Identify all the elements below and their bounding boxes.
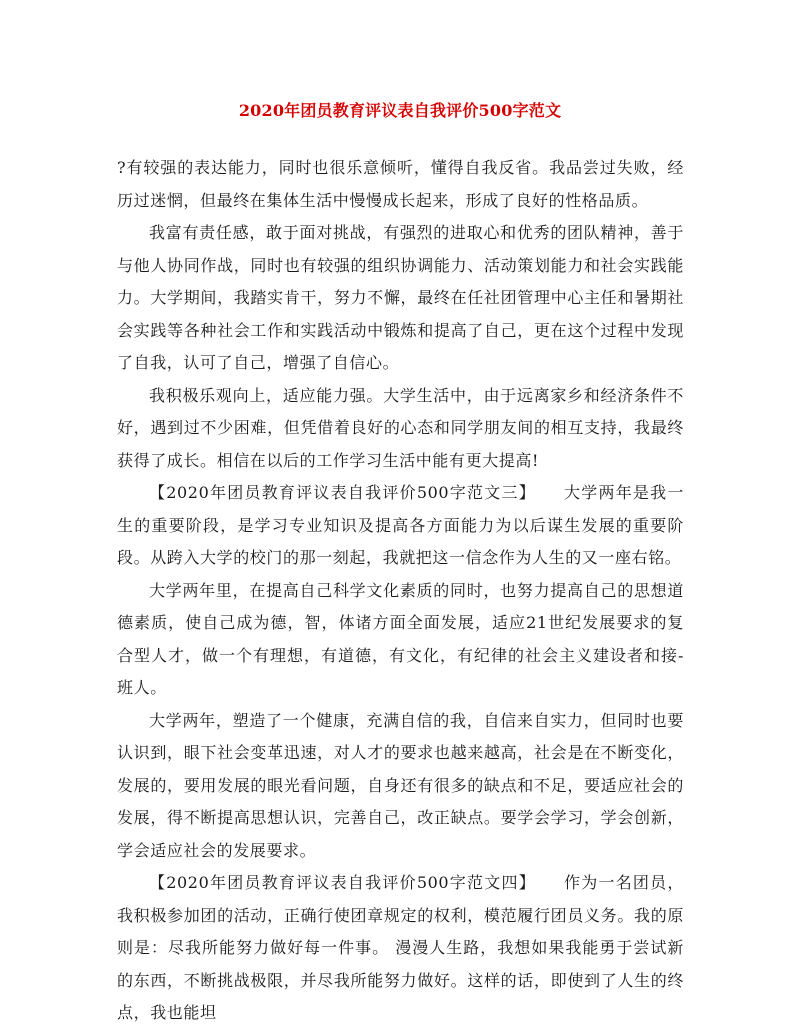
section-3-heading: 【2020年团员教育评议表自我评价500字范文三】	[149, 483, 536, 502]
section-4-text: 作为一名团员，我积极参加团的活动，正确行使团章规定的权利，模范履行团员义务。我的原则是：尽我所能努力做好每一件事。 漫漫人生路，我想如果我能勇于尝试新的东西，不断挑战极限，并尽我所能努力做好。这样的话，即使到了人生的终点，我也能坦	[117, 873, 684, 1022]
section-3-paragraph	[117, 477, 684, 575]
paragraph-2: 我富有责任感，敢于面对挑战，有强烈的进取心和优秀的团队精神，善于与他人协同作战，同时也有较强的组织协调能力、活动策划能力和社会实践能力。大学期间，我踏实肯干，努力不懈，最终在任社团管理中心主任和暑期社会实践等各种社会工作和实践活动中锻炼和提高了自己，更在这个过程中发现了自我，认可了自己，增强了自信心。	[117, 223, 684, 372]
document-body	[117, 152, 684, 1030]
section-4-paragraph	[117, 867, 684, 1030]
section-4-heading: 【2020年团员教育评议表自我评价500字范文四】	[149, 873, 536, 892]
paragraph-5: 大学两年，塑造了一个健康，充满自信的我，自信来自实力，但同时也要认识到，眼下社会变革迅速，对人才的要求也越来越高，社会是在不断变化，发展的，要用发展的眼光看问题，自身还有很多的缺点和不足，要适应社会的发展，得不断提高思想认识，完善自己，改正缺点。要学会学习，学会创新，学会适应社会的发展要求。	[117, 710, 684, 860]
paragraph-4: 大学两年里，在提高自己科学文化素质的同时，也努力提高自己的思想道德素质，使自己成为德，智，体诸方面全面发展，适应21世纪发展要求的复合型人才，做一个有理想，有道德，有文化，有纪律的社会主义建设者和接-班人。	[117, 580, 684, 697]
section-3-text: 大学两年是我一生的重要阶段，是学习专业知识及提高各方面能力为以后谋生发展的重要阶段。从跨入大学的校门的那一刻起，我就把这一信念作为人生的又一座右铭。	[117, 483, 684, 567]
paragraph-1: ?有较强的表达能力，同时也很乐意倾听，懂得自我反省。我品尝过失败，经历过迷惘，但最终在集体生活中慢慢成长起来，形成了良好的性格品质。	[117, 158, 684, 210]
paragraph-3: 我积极乐观向上，适应能力强。大学生活中，由于远离家乡和经济条件不好，遇到过不少困难，但凭借着良好的心态和同学朋友间的相互支持，我最终获得了成长。相信在以后的工作学习生活中能有更大提高!	[117, 385, 684, 470]
document-title: 2020年团员教育评议表自我评价500字范文	[238, 101, 562, 120]
